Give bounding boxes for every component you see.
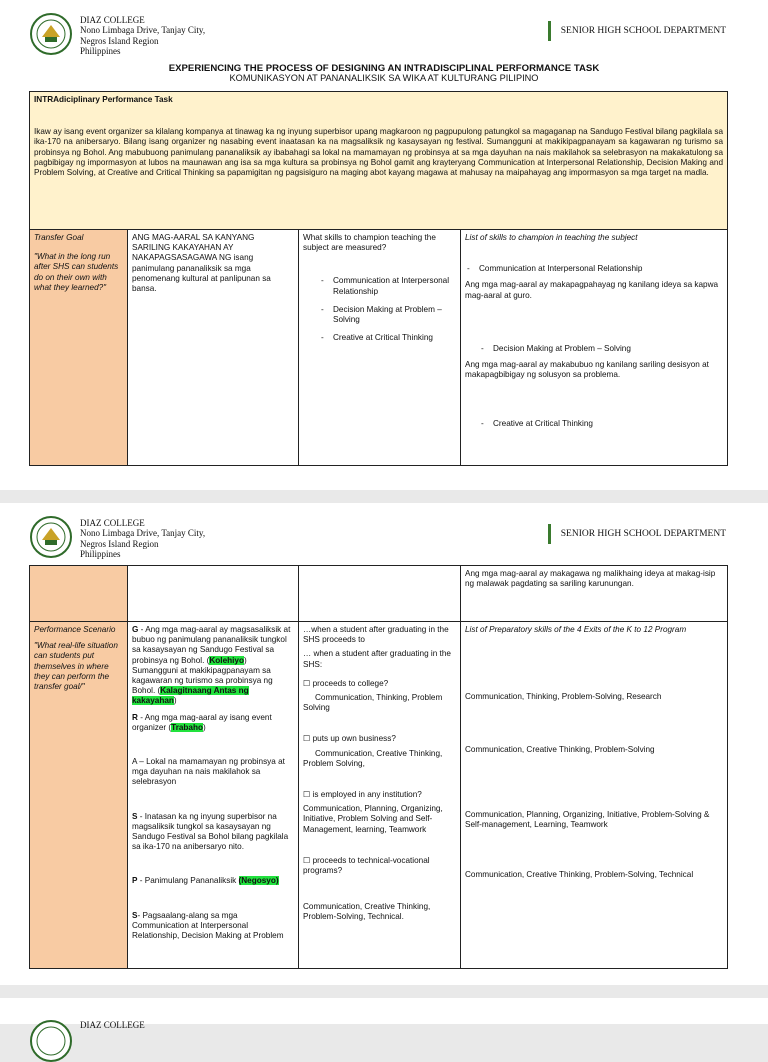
transfer-goal-label: Transfer Goal [34,233,84,242]
college-seal-icon [30,1020,72,1062]
task-intro-text: Ikaw ay isang event organizer sa kilalang kompanya at tinawag ka ng inyung superbisor upang magkaroon ng pagpupulong patungkol sa magaganap na Sandugo Festival bilang pagkilala sa ika-170 na anibersaryo. Bilang isang organizer ng nasabing event inaatasan ka na magsaliksik ng kasaysayan ng festival. Sumangguni at makikipagpanayam sa kagawaran ng turismo sa probinsya ng Bohol. Ang mabubuong panimulang pananaliksik ay ibabahagi sa lokal na mamamayan ng probinsya at sa mga dayuhan na nais makilahok sa selebrasyon na makakatulong sa pagbibigay ng impormasyon at lubos na maunawan ang isa sa mga kultura sa probinsya ng Bohol gamit ang krayteryang Communication at Interpersonal Relationship, Decision Making and Problem Solving, at Creative and Critical Thinking sa papamigitan ng pagsisiguro na maging abot kayang magawa at mahusay na maipahayag ang impormasyon sa mga target na madla. [34,127,723,178]
exit-college-skills: Communication, Thinking, Problem Solving [303,693,443,713]
prep-skills-college: Communication, Thinking, Problem-Solving, Research [465,692,662,702]
champion-skill-1: - Communication at Interpersonal Relationship [465,264,723,274]
grasps-situation: S - Inatasan ka ng inyung superbisor na magsaliksik tungkol sa kasaysayan ng Sandugo Festival sa Bohol bilang pagkilala sa ika-170 na anibersaryo nito. [132,811,289,852]
highlight-trabaho: Trabaho [171,722,203,732]
task-intro-row [30,92,728,230]
highlight-kalagitnaang-antas: Kalagitnaang Antas ng kakayahan [132,686,249,706]
college-seal-icon [30,13,72,55]
document-title: EXPERIENCING THE PROCESS OF DESIGNING AN INTRADISCIPLINAL PERFORMANCE TASK [168,63,600,74]
document-page-1 [0,0,768,490]
champion-skill-3: - Creative at Critical Thinking [479,419,723,429]
address-line-2: Negros Island Region [80,538,159,549]
transfer-goal-row [30,230,728,466]
skills-question: What skills to champion teaching the subject are measured? [303,233,436,253]
measured-skill-2: - Decision Making at Problem – Solving [319,305,456,325]
transfer-goal-question: "What in the long run after SHS can students do on their own with what they learned?" [34,252,119,292]
document-subtitle: KOMUNIKASYON AT PANANALIKSIK SA WIKA AT KULTURANG PILIPINO [229,73,539,83]
document-page-2 [0,503,768,985]
address-line-1: Nono Limbaga Drive, Tanjay City, [80,25,206,36]
college-name: DIAZ COLLEGE [80,518,145,528]
address-country: Philippines [80,45,121,56]
performance-task-table-continued [29,565,728,969]
champion-skill-2-desc: Ang mga mag-aaral ay makabubuo ng kanilang sariling desisyon at makapagbibigay ng solusyon sa problema. [465,360,709,380]
college-address [80,15,205,56]
performance-scenario-row [30,622,728,969]
transfer-goal-text: ANG MAG-AARAL SA KANYANG SARILING KAKAYAHAN AY NAKAPAGSASAGAWA NG isang panimulang pananaliksik sa mga penomenang kultural at panlipunan sa bansa. [132,233,271,294]
measured-skill-1: - Communication at Interpersonal Relationship [319,276,456,296]
exit-college: ☐ proceeds to college? [303,678,389,688]
exit-techvoc-skills: Communication, Creative Thinking, Problem-Solving, Technical. [303,902,431,922]
when-student-1: …when a student after graduating in the SHS proceeds to [303,625,449,645]
exit-techvoc: ☐ proceeds to technical-vocational programs? [303,855,430,876]
college-name: DIAZ COLLEGE [80,15,145,25]
scenario-question: "What real-life situation can students put themselves in where they can perform the transfer goal/" [34,641,118,692]
exit-employed-skills: Communication, Planning, Organizing, Initiative, Problem Solving and Self-Management, learning, Teamwork [303,804,443,834]
address-line-2: Negros Island Region [80,35,159,46]
performance-task-table [29,91,728,466]
grasps-role: R - Ang mga mag-aaral ay isang event organizer (Trabaho) [132,712,272,732]
prep-skills-techvoc: Communication, Creative Thinking, Problem-Solving, Technical [465,870,694,880]
exit-employed: ☐ is employed in any institution? [303,790,422,800]
champion-skill-2: - Decision Making at Problem – Solving [479,344,723,354]
grasps-goal: G - Ang mga mag-aaral ay magsasaliksik at bubuo ng panimulang pananaliksik tungkol sa kasaysayan ng Sandugo Festival sa probinsya ng Bohol. (Kolehiyo) Sumangguni at makikipagpanayam sa kagawaran ng turismo sa probinsya ng Bohol. (Kalagitnaang Antas ng kakayahan) [132,625,291,706]
champion-skill-3-desc: Ang mga mag-aaral ay makagawa ng malikhaing ideya at makag-isip ng malawak pagdating sa sariling karunungan. [465,569,716,589]
when-student-2: … when a student after graduating in the SHS: [303,649,451,669]
highlight-kolehiyo: Kolehiyo [209,655,244,665]
exit-business-skills: Communication, Creative Thinking, Problem Solving, [303,748,443,768]
address-country: Philippines [80,548,121,559]
grasps-audience: A – Lokal na mamamayan ng probinsya at mga dayuhan na nais makilahok sa selebrasyon [132,757,285,787]
highlight-negosyo: (Negosyo) [238,876,279,886]
task-heading: INTRAdiciplinary Performance Task [34,95,173,104]
transfer-goal-row-continued [30,566,728,622]
prep-skills-heading: List of Preparatory skills of the 4 Exits of the K to 12 Program [465,625,687,634]
prep-skills-business: Communication, Creative Thinking, Problem-Solving [465,745,655,755]
exit-business: ☐ puts up own business? [303,734,396,744]
college-address [80,518,205,559]
grasps-product: P - Panimulang Pananaliksik (Negosyo) [132,876,279,886]
scenario-label: Performance Scenario [34,625,116,634]
college-name-partial: DIAZ COLLEGE [80,1020,145,1030]
skills-list-heading: List of skills to champion in teaching the subject [465,233,638,242]
prep-skills-employed: Communication, Planning, Organizing, Initiative, Problem-Solving & Self-management, Learning, Teamwork [465,809,710,829]
measured-skill-3: - Creative at Critical Thinking [319,333,456,343]
college-seal-icon [30,516,72,558]
document-page-3 [0,998,768,1030]
department-label: SENIOR HIGH SCHOOL DEPARTMENT [548,524,726,544]
address-line-1: Nono Limbaga Drive, Tanjay City, [80,528,206,539]
grasps-standards: S- Pagsaalang-alang sa mga Communication at Interpersonal Relationship, Decision Making at Problem [132,910,284,941]
champion-skill-1-desc: Ang mga mag-aaral ay makapagpahayag ng kanilang ideya sa kapwa mag-aaral at guro. [465,280,719,300]
department-label: SENIOR HIGH SCHOOL DEPARTMENT [548,21,726,41]
